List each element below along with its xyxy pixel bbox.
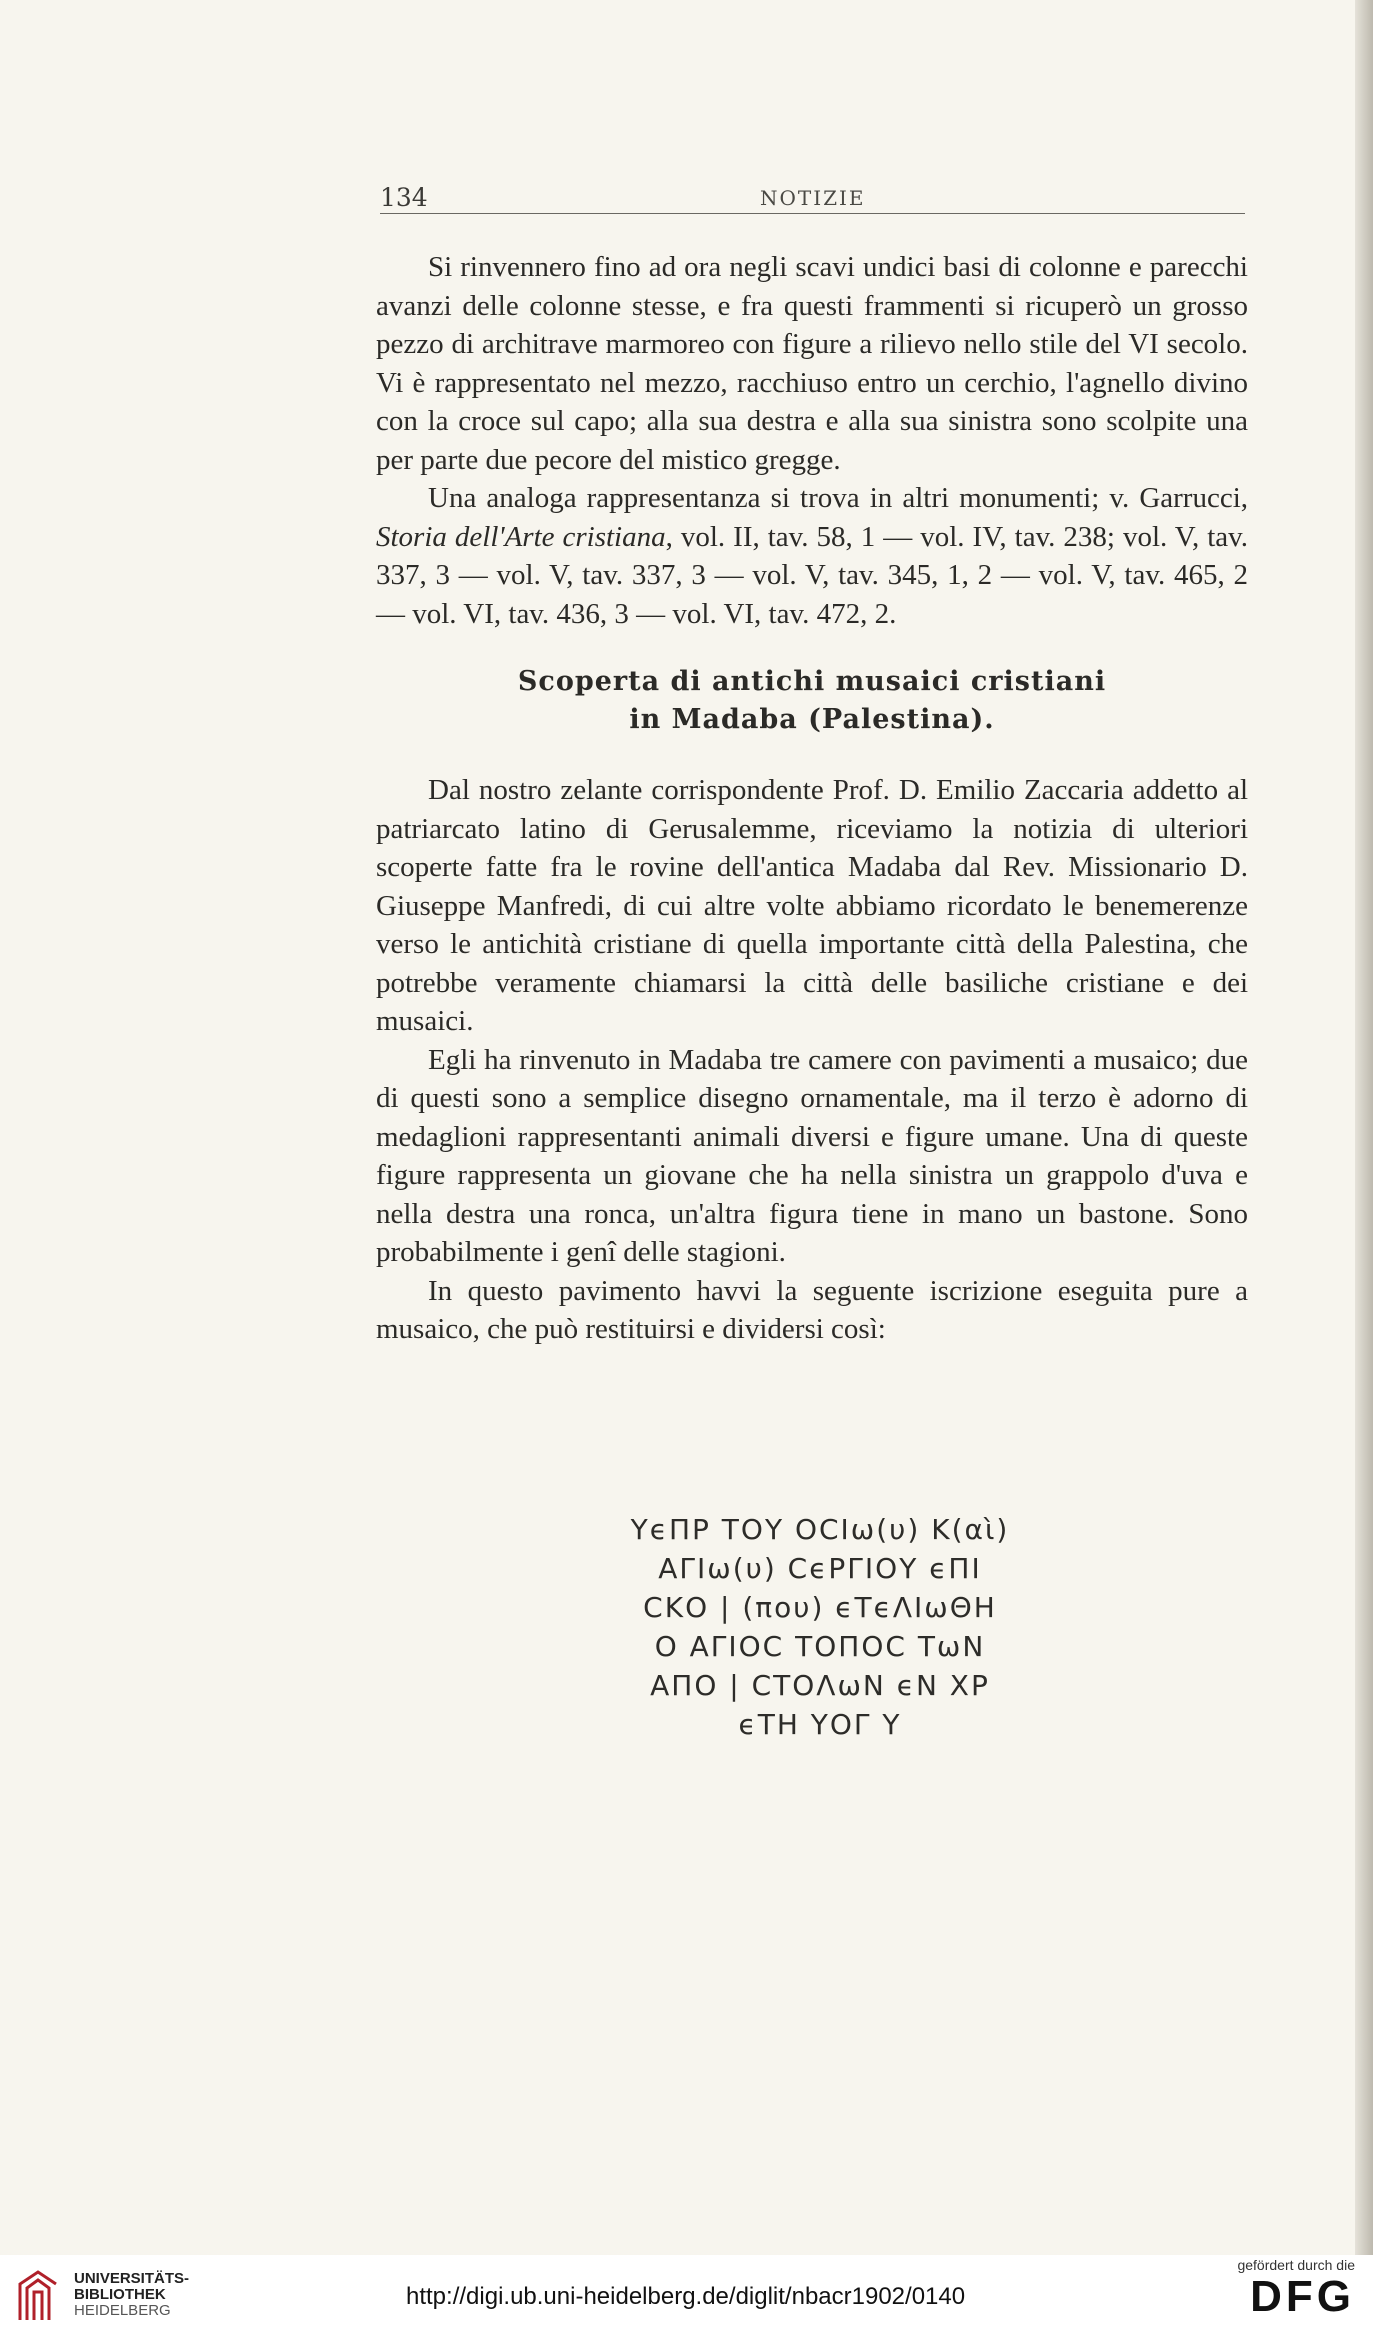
paragraph-3: Dal nostro zelante corrispondente Prof. D. Emilio Zaccaria addetto al patriarcato latino di Gerusalemme, riceviamo la notizia di ulteriori scoperte fatte fra le rovine dell'antica Madaba dal Rev. Missionario D. Giuseppe Manfredi, di cui altre volte abbiamo ricordato le benemerenze verso le antichità cristiane di quella importante città della Palestina, che potrebbe veramente chiamarsi la città delle basiliche cristiane e dei musaici. — [376, 774, 1248, 1037]
section-title-line-1: Scoperta di antichi musaici cristiani — [517, 666, 1107, 697]
running-head: NOTIZIE — [760, 186, 866, 210]
page-edge — [1355, 0, 1373, 2255]
dfg-logo — [1237, 2257, 1355, 2321]
inscription-line: ϹΚΟ | (πoυ) ϵΤϵΛΙωΘΗ — [643, 1591, 997, 1624]
page-header — [380, 183, 1245, 214]
page-number: 134 — [380, 183, 428, 212]
library-name — [74, 2271, 189, 2319]
inscription-line: ΑΠΟ | ϹΤΟΛωΝ ϵΝ ΧΡ — [650, 1669, 990, 1702]
paragraph-2-end: , vol. II, tav. 58, 1 — vol. IV, tav. 238; vol. V, tav. 337, 3 — vol. V, tav. 337, 3 — vol. V, tav. 345, 1, 2 — vol. V, tav. 465, 2 — vol. VI, tav. 436, 3 — vol. VI, tav. 472, 2. — [376, 520, 1248, 630]
paragraph-2 — [376, 479, 1248, 633]
paragraph-5: In questo pavimento havvi la seguente iscrizione eseguita pure a musaico, che può restituirsi e dividersi così: — [376, 1274, 1248, 1345]
book-title: Storia dell'Arte cristiana — [376, 520, 666, 553]
footer-bar — [0, 2255, 1373, 2335]
inscription-line: Ο ΑΓΙΟϹ ΤΟΠΟϹ ΤωΝ — [654, 1630, 986, 1663]
inscription-line: ΥϵΠΡ ΤΟΥ ΟϹΙω(υ) Κ(αὶ) — [630, 1513, 1010, 1546]
library-name-line-2: BIBLIOTHEK — [74, 2286, 166, 2303]
section-title-line-2: in Madaba (Palestina). — [629, 704, 995, 735]
library-name-line-1: UNIVERSITÄTS- — [74, 2270, 190, 2287]
library-logo-icon — [14, 2270, 62, 2322]
source-url-link[interactable]: http://digi.ub.uni-heidelberg.de/diglit/nbacr1902/0140 — [406, 2283, 966, 2310]
paragraph-1: Si rinvennero fino ad ora negli scavi undici basi di colonne e parecchi avanzi delle colonne stesse, e fra questi frammenti si ricuperò un grosso pezzo di architrave marmoreo con figure a rilievo nello stile del VI secolo. Vi è rappresentato nel mezzo, racchiuso entro un cerchio, l'agnello divino con la croce sul capo; alla sua destra e alla sua sinistra sono scolpite una per parte due pecore del mistico gregge. — [376, 251, 1248, 476]
dfg-caption: gefördert durch die — [1237, 2257, 1355, 2273]
library-name-line-3: HEIDELBERG — [74, 2302, 171, 2319]
paragraph-2-start: Una analoga rappresentanza si trova in altri monumenti; v. Garrucci, — [428, 482, 1248, 514]
body-text — [376, 248, 1248, 1349]
paragraph-4: Egli ha rinvenuto in Madaba tre camere con pavimenti a musaico; due di questi sono a semplice disegno ornamentale, ma il terzo è adorno di medaglioni rappresentanti animali diversi e figure umane. Una di queste figure rappresenta un giovane che ha nella sinistra un grappolo d'uva e nella destra una ronca, un'altra figura tiene in mano un bastone. Sono probabilmente i genî delle stagioni. — [376, 1043, 1248, 1268]
section-title — [376, 663, 1248, 739]
inscription-line: ΑΓΙω(υ) ϹϵΡΓΙΟΥ ϵΠΙ — [658, 1552, 982, 1585]
greek-inscription — [520, 1510, 1120, 1744]
inscription-line: ϵΤΗ ΥΟΓ Υ — [738, 1708, 902, 1741]
dfg-wordmark: DFG — [1250, 2272, 1355, 2321]
